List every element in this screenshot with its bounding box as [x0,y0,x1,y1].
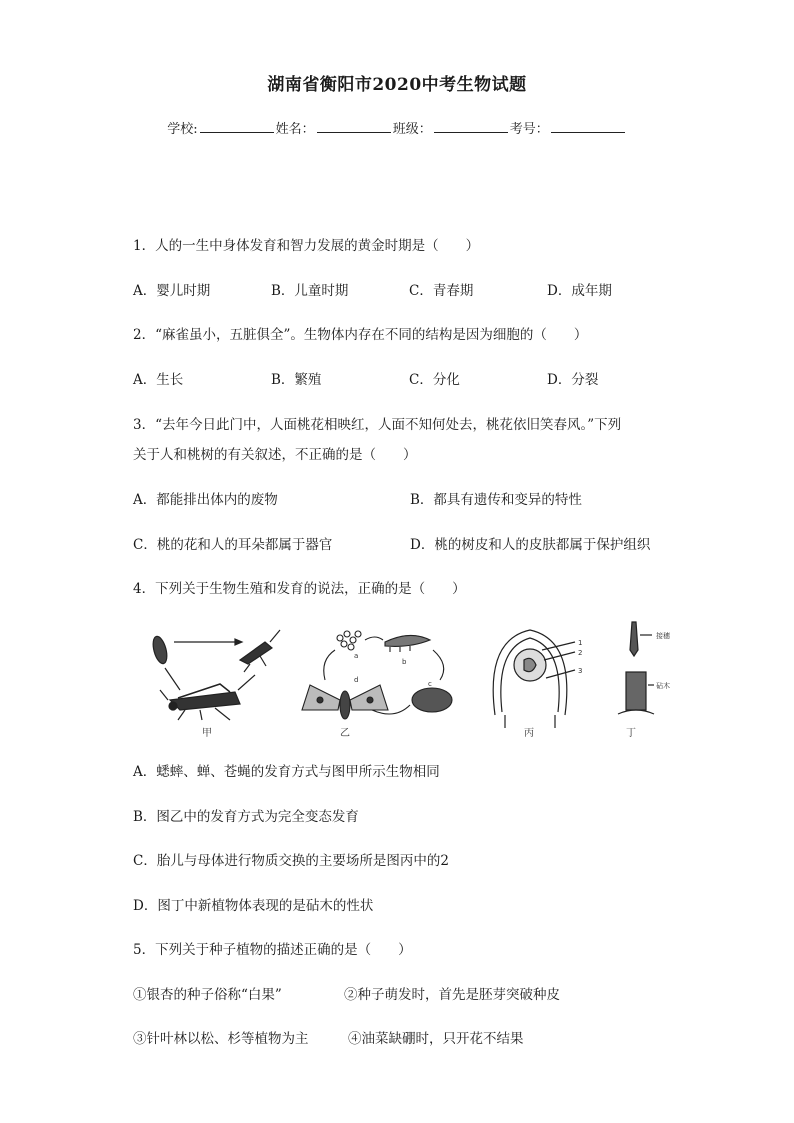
label-rootstock: 砧木 [656,682,670,690]
question-2-option-b[interactable]: B．繁殖 [271,372,322,388]
student-info-line [0,118,794,137]
question-5-stem: 5．下列关于种子植物的描述正确的是（ ） [133,942,412,958]
label-c: c [428,680,432,688]
question-3-option-a[interactable]: A．都能排出体内的废物 [133,492,278,508]
question-3-stem-line-2: 关于人和桃树的有关叙述，不正确的是（ ） [133,447,417,463]
arrow-head [235,639,242,645]
question-1-option-d[interactable]: D．成年期 [547,283,612,299]
question-4-stem: 4．下列关于生物生殖和发育的说法，正确的是（ ） [133,581,466,597]
question-4-option-d[interactable]: D．图丁中新植物体表现的是砧木的性状 [133,898,374,914]
name-blank[interactable] [317,120,391,133]
question-3-option-c[interactable]: C．桃的花和人的耳朵都属于器官 [133,537,333,553]
name-label: 姓名： [275,122,315,137]
caption-yi: 乙 [340,728,350,739]
question-1-option-c[interactable]: C．青春期 [409,283,474,299]
question-4-figure [140,620,700,750]
class-label: 班级： [392,122,432,137]
label-d: d [354,676,359,684]
question-1-stem: 1．人的一生中身体发育和智力发展的黄金时期是（ ） [133,238,480,254]
arrow-line [165,668,180,690]
moth-icon [302,685,388,719]
arrow-line [433,650,444,680]
school-blank[interactable] [200,120,274,133]
caption-jia: 甲 [202,728,212,739]
pupa-icon [412,688,452,712]
reproduction-diagram [140,620,700,750]
arrow-line [324,650,335,680]
page-title: 湖南省衡阳市2020中考生物试题 [267,75,527,95]
figure-yi [302,631,452,719]
exam-no-label: 考号： [509,122,549,137]
question-3-stem-line-1: 3．“去年今日此门中，人面桃花相映红，人面不知何处去，桃花依旧笑春风。”下列 [133,417,622,433]
arrow-line [365,637,383,640]
nymph-icon [240,630,280,672]
question-1-option-b[interactable]: B．儿童时期 [271,283,349,299]
arrow-line [238,675,255,690]
question-2-option-a[interactable]: A．生长 [133,372,184,388]
label-a: a [354,652,359,660]
question-2-option-c[interactable]: C．分化 [409,372,460,388]
label-scion: 接穗 [656,632,670,640]
question-3-option-b[interactable]: B．都具有遗传和变异的特性 [410,492,582,508]
figure-jia [151,630,280,720]
class-blank[interactable] [434,120,508,133]
question-5-item-2: ②种子萌发时，首先是胚芽突破种皮 [344,987,560,1003]
question-5-item-3: ③针叶林以松、杉等植物为主 [133,1031,309,1047]
question-5-item-1: ①银杏的种子俗称“白果” [133,987,282,1003]
caption-bing: 丙 [524,728,534,739]
scion-icon [630,622,638,656]
larva-icon [385,635,430,652]
question-4-option-b[interactable]: B．图乙中的发育方式为完全变态发育 [133,809,359,825]
label-b: b [402,658,407,666]
grasshopper-icon [160,684,240,720]
figure-bing [493,630,575,728]
school-label: 学校: [167,122,198,137]
rootstock-icon [626,672,646,710]
question-1-option-a[interactable]: A．婴儿时期 [133,283,211,299]
question-2-option-d[interactable]: D．分裂 [547,372,599,388]
question-4-option-c[interactable]: C．胎儿与母体进行物质交换的主要场所是图丙中的2 [133,853,449,869]
label-3: 3 [578,667,583,675]
caption-ding: 丁 [626,728,636,739]
eggs-icon [337,631,361,650]
question-2-stem: 2．“麻雀虽小，五脏俱全”。生物体内存在不同的结构是因为细胞的（ ） [133,327,588,343]
label-2: 2 [578,649,583,657]
question-4-option-a[interactable]: A．蟋蟀、蝉、苍蝇的发育方式与图甲所示生物相同 [133,764,440,780]
egg-icon [151,635,170,665]
figure-ding [618,622,654,714]
exam-no-blank[interactable] [551,120,625,133]
question-3-option-d[interactable]: D．桃的树皮和人的皮肤都属于保护组织 [410,537,651,553]
question-5-item-4: ④油菜缺硼时，只开花不结果 [348,1031,524,1047]
label-1: 1 [578,639,583,647]
